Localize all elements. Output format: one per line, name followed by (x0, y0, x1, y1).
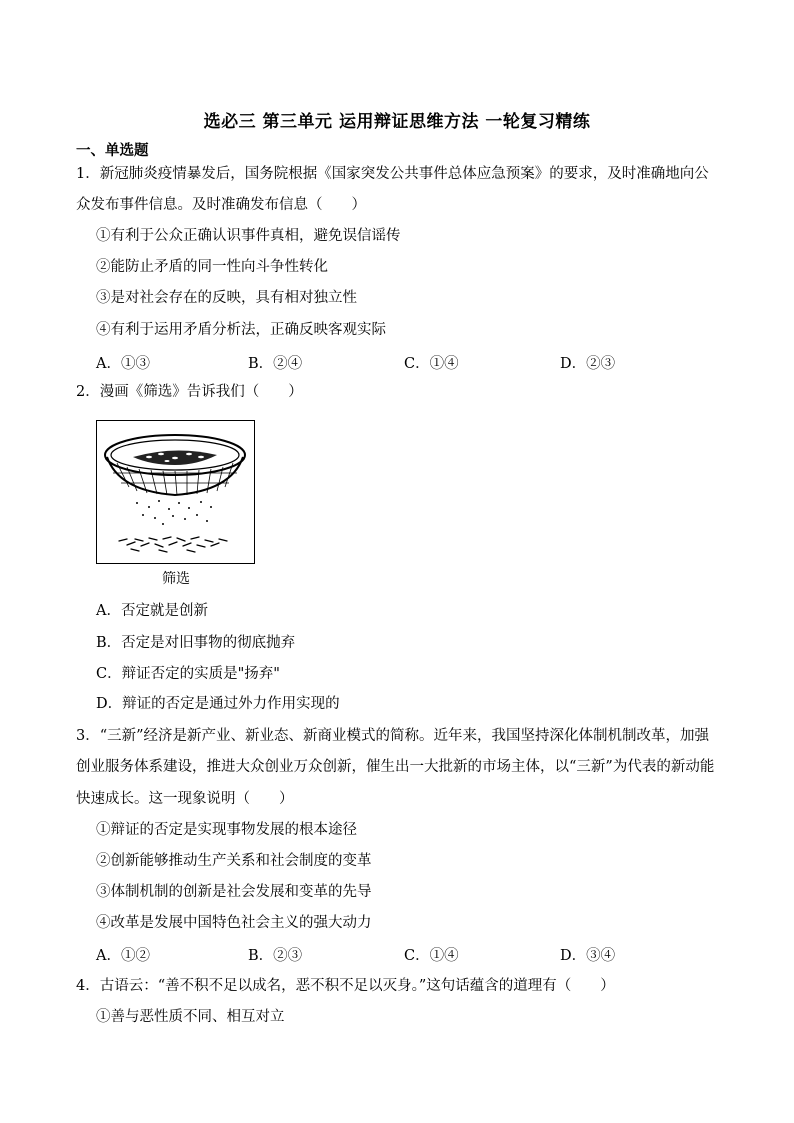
q3-option-3: ③体制机制的创新是社会发展和变革的先导 (96, 884, 372, 900)
cartoon-caption: 筛选 (162, 571, 190, 587)
q3-choices (96, 944, 656, 964)
q1-option-3: ③是对社会存在的反映，具有相对独立性 (96, 290, 357, 306)
q2-option-c: C．辩证否定的实质是"扬弃" (96, 666, 280, 682)
sieve-illustration (97, 421, 254, 563)
q1-choices (96, 352, 656, 372)
q1-option-2: ②能防止矛盾的同一性向斗争性转化 (96, 259, 328, 275)
q2-option-a: A．否定就是创新 (96, 603, 208, 619)
q4-option-1: ①善与恶性质不同、相互对立 (96, 1009, 285, 1025)
q3-stem-line-2: 创业服务体系建设，推进大众创业万众创新，催生出一大批新的市场主体，以“三新”为代表的新动能 (76, 759, 715, 775)
q3-option-4: ④改革是发展中国特色社会主义的强大动力 (96, 915, 372, 931)
q3-choice-d: D．③④ (560, 948, 616, 964)
q3-stem-line-1: 3．“三新”经济是新产业、新业态、新商业模式的简称。近年来，我国坚持深化体制机制改革，加强 (76, 728, 710, 744)
q2-option-b: B．否定是对旧事物的彻底抛弃 (96, 635, 296, 651)
q1-option-1: ①有利于公众正确认识事件真相，避免误信谣传 (96, 228, 401, 244)
q3-choice-a: A．①② (96, 948, 150, 964)
q1-stem-line-1: 1．新冠肺炎疫情暴发后，国务院根据《国家突发公共事件总体应急预案》的要求，及时准确地向公 (76, 166, 709, 182)
q3-stem-line-3: 快速成长。这一现象说明（ ） (76, 791, 294, 807)
section-heading: 一、单选题 (76, 143, 149, 159)
cartoon-frame (96, 420, 255, 564)
q1-choice-b: B．②④ (248, 356, 303, 372)
q1-choice-d: D．②③ (560, 356, 616, 372)
q1-stem-line-2: 众发布事件信息。及时准确发布信息（ ） (76, 197, 366, 213)
q3-choice-b: B．②③ (248, 948, 303, 964)
q1-option-4: ④有利于运用矛盾分析法，正确反映客观实际 (96, 322, 386, 338)
q2-stem: 2．漫画《筛选》告诉我们（ ） (76, 384, 303, 400)
cartoon-sieve (96, 420, 256, 588)
q3-option-1: ①辩证的否定是实现事物发展的根本途径 (96, 822, 357, 838)
q4-stem: 4．古语云：“善不积不足以成名，恶不积不足以灭身。”这句话蕴含的道理有（ ） (76, 978, 615, 994)
q3-option-2: ②创新能够推动生产关系和社会制度的变革 (96, 853, 372, 869)
q2-option-d: D．辩证的否定是通过外力作用实现的 (96, 696, 340, 712)
page-title: 选必三 第三单元 运用辩证思维方法 一轮复习精练 (203, 112, 591, 132)
q1-choice-c: C．①④ (404, 356, 459, 372)
q3-choice-c: C．①④ (404, 948, 459, 964)
q1-choice-a: A．①③ (96, 356, 150, 372)
